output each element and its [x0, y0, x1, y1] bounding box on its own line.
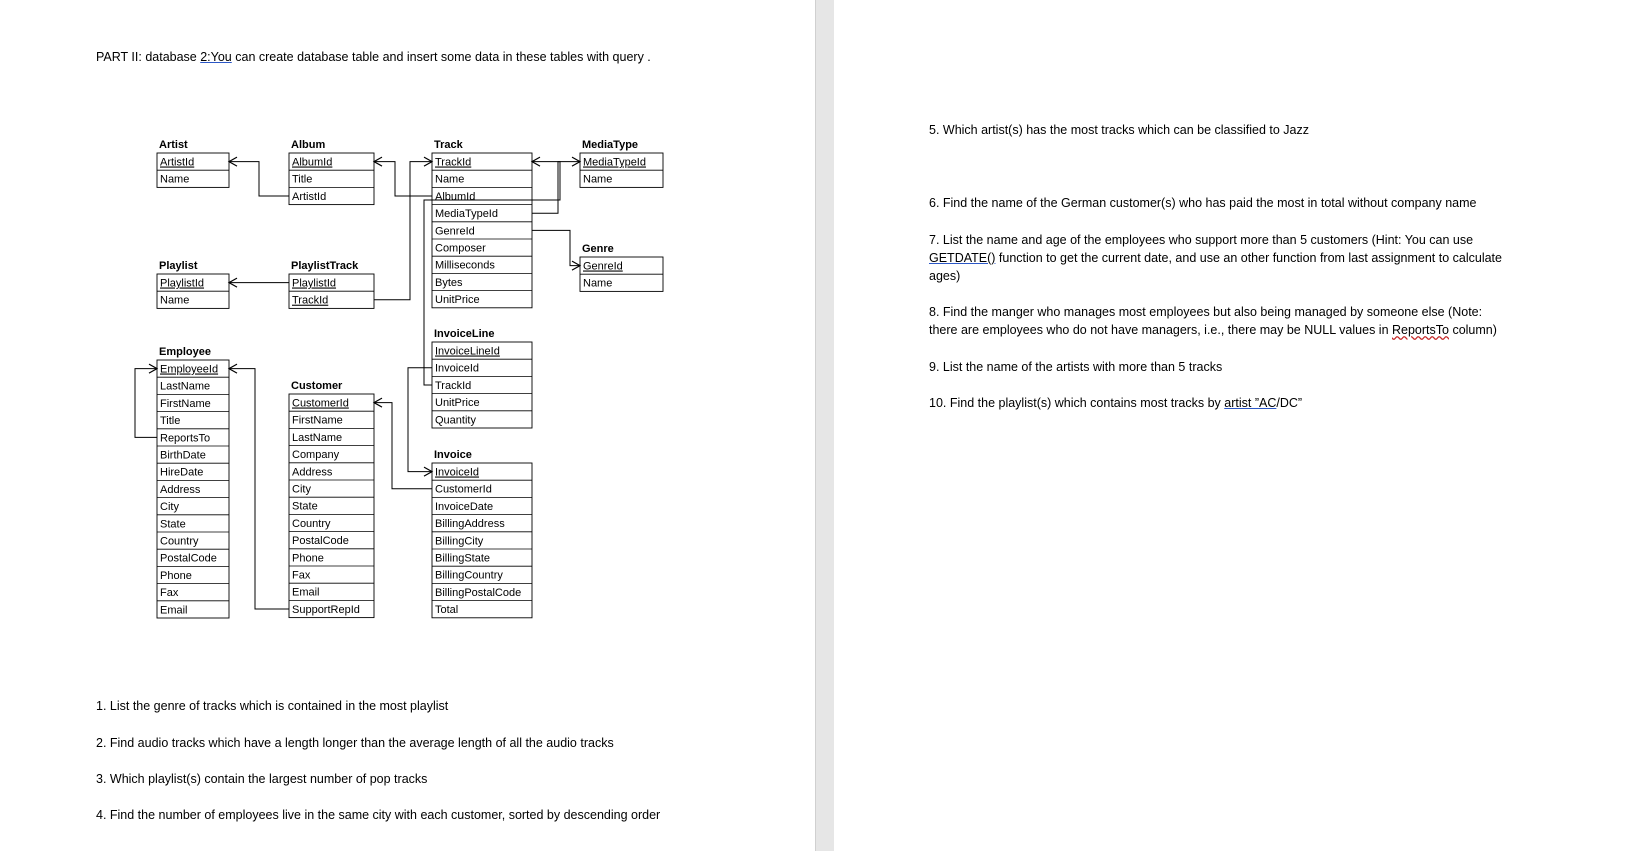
field-invoice-invoicedate: InvoiceDate — [435, 500, 494, 513]
database-schema-diagram — [0, 0, 815, 851]
field-invoiceline-quantity: Quantity — [435, 414, 476, 427]
table-title-artist: Artist — [159, 139, 188, 151]
field-employee-city: City — [160, 501, 179, 514]
field-employee-employeeid: EmployeeId — [160, 363, 219, 376]
field-customer-customerid: CustomerId — [292, 397, 349, 410]
field-employee-email: Email — [160, 604, 188, 617]
field-customer-postalcode: PostalCode — [292, 535, 349, 548]
field-employee-firstname: FirstName — [160, 397, 211, 410]
field-track-composer: Composer — [435, 242, 486, 255]
question-10: 10. Find the playlist(s) which contains most tracks by artist ”AC/DC” — [929, 396, 1303, 410]
field-customer-address: Address — [292, 466, 333, 479]
table-title-track: Track — [434, 139, 463, 151]
question-8-line-2: there are employees who do not have managers, i.e., there may be NULL values in ReportsTo column) — [929, 323, 1497, 337]
field-genre-genreid: GenreId — [583, 260, 623, 273]
field-customer-lastname: LastName — [292, 431, 343, 444]
relationship-line — [135, 369, 157, 438]
question-2: 2. Find audio tracks which have a length longer than the average length of all the audio tracks — [96, 736, 614, 750]
table-title-playlist: Playlist — [159, 260, 198, 272]
question-3: 3. Which playlist(s) contain the largest number of pop tracks — [96, 772, 428, 786]
field-invoice-total: Total — [435, 604, 459, 617]
field-employee-birthdate: BirthDate — [160, 449, 206, 462]
question-6: 6. Find the name of the German customer(s) who has paid the most in total without company name — [929, 196, 1477, 210]
field-playlisttrack-trackid: TrackId — [292, 294, 329, 307]
field-track-trackid: TrackId — [435, 156, 472, 169]
field-employee-title: Title — [160, 415, 181, 428]
field-employee-phone: Phone — [160, 569, 192, 582]
field-playlist-playlistid: PlaylistId — [160, 277, 205, 290]
field-album-title: Title — [292, 173, 313, 186]
field-customer-country: Country — [292, 517, 331, 530]
field-artist-artistid: ArtistId — [160, 156, 195, 169]
field-invoiceline-unitprice: UnitPrice — [435, 397, 480, 410]
relationship-line — [532, 162, 580, 214]
question-8-line-1: 8. Find the manger who manages most employees but also being managed by someone else (Note: — [929, 305, 1483, 319]
field-genre-name: Name — [583, 277, 613, 290]
question-7-line-3: ages) — [929, 269, 961, 283]
field-invoice-customerid: CustomerId — [435, 483, 492, 496]
question-1: 1. List the genre of tracks which is contained in the most playlist — [96, 699, 449, 713]
field-customer-state: State — [292, 500, 318, 513]
table-title-customer: Customer — [291, 380, 343, 392]
relationship-line — [408, 368, 432, 472]
field-invoice-billingpostalcode: BillingPostalCode — [435, 586, 522, 599]
field-customer-company: Company — [292, 449, 340, 462]
field-track-unitprice: UnitPrice — [435, 294, 480, 307]
field-customer-firstname: FirstName — [292, 414, 343, 427]
relationship-line — [229, 369, 289, 609]
field-employee-address: Address — [160, 483, 201, 496]
table-title-invoiceline: InvoiceLine — [434, 328, 495, 340]
field-invoice-billingstate: BillingState — [435, 552, 491, 565]
field-customer-phone: Phone — [292, 552, 324, 565]
field-track-name: Name — [435, 173, 465, 186]
relationship-line — [374, 162, 432, 196]
table-title-employee: Employee — [159, 346, 211, 358]
field-employee-lastname: LastName — [160, 380, 211, 393]
field-invoiceline-invoiceid: InvoiceId — [435, 362, 480, 375]
field-customer-city: City — [292, 483, 311, 496]
relationship-line — [229, 162, 289, 196]
field-artist-name: Name — [160, 173, 190, 186]
field-employee-reportsto: ReportsTo — [160, 432, 211, 445]
relationship-line — [532, 230, 580, 265]
field-album-albumid: AlbumId — [292, 156, 333, 169]
field-employee-hiredate: HireDate — [160, 466, 204, 479]
document-page-2 — [834, 0, 1638, 851]
field-track-albumid: AlbumId — [435, 190, 476, 203]
field-invoice-invoiceid: InvoiceId — [435, 466, 480, 479]
table-title-genre: Genre — [582, 243, 614, 255]
field-mediatype-name: Name — [583, 173, 613, 186]
field-invoice-billingcity: BillingCity — [435, 535, 484, 548]
field-employee-postalcode: PostalCode — [160, 552, 217, 565]
question-7-line-1: 7. List the name and age of the employees who support more than 5 customers (Hint: You can use — [929, 233, 1474, 247]
field-employee-fax: Fax — [160, 587, 179, 600]
field-playlist-name: Name — [160, 294, 190, 307]
field-track-bytes: Bytes — [435, 276, 463, 289]
table-title-invoice: Invoice — [434, 449, 472, 461]
document-page-1 — [0, 0, 816, 851]
table-title-album: Album — [291, 139, 326, 151]
relationship-line — [374, 403, 432, 489]
field-invoiceline-invoicelineid: InvoiceLineId — [435, 345, 500, 358]
field-employee-country: Country — [160, 535, 199, 548]
relationship-line — [374, 162, 432, 300]
field-invoiceline-trackid: TrackId — [435, 379, 472, 392]
table-title-mediatype: MediaType — [582, 139, 639, 151]
field-customer-supportrepid: SupportRepId — [292, 603, 360, 616]
field-customer-email: Email — [292, 586, 320, 599]
field-employee-state: State — [160, 518, 186, 531]
question-7-line-2: GETDATE() function to get the current date, and use an other function from last assignment to calculate — [929, 251, 1502, 265]
field-track-genreid: GenreId — [435, 225, 475, 238]
field-invoice-billingcountry: BillingCountry — [435, 569, 503, 582]
table-title-playlisttrack: PlaylistTrack — [291, 260, 359, 272]
field-invoice-billingaddress: BillingAddress — [435, 518, 505, 531]
field-track-mediatypeid: MediaTypeId — [435, 208, 498, 221]
question-5: 5. Which artist(s) has the most tracks which can be classified to Jazz — [929, 123, 1309, 137]
field-playlisttrack-playlistid: PlaylistId — [292, 277, 337, 290]
field-customer-fax: Fax — [292, 569, 311, 582]
field-track-milliseconds: Milliseconds — [435, 259, 495, 272]
field-album-artistid: ArtistId — [292, 190, 327, 203]
question-4: 4. Find the number of employees live in the same city with each customer, sorted by descending order — [96, 808, 661, 822]
question-9: 9. List the name of the artists with more than 5 tracks — [929, 360, 1223, 374]
section-heading: PART II: database 2:You can create database table and insert some data in these tables with query . — [96, 50, 651, 64]
field-mediatype-mediatypeid: MediaTypeId — [583, 156, 646, 169]
